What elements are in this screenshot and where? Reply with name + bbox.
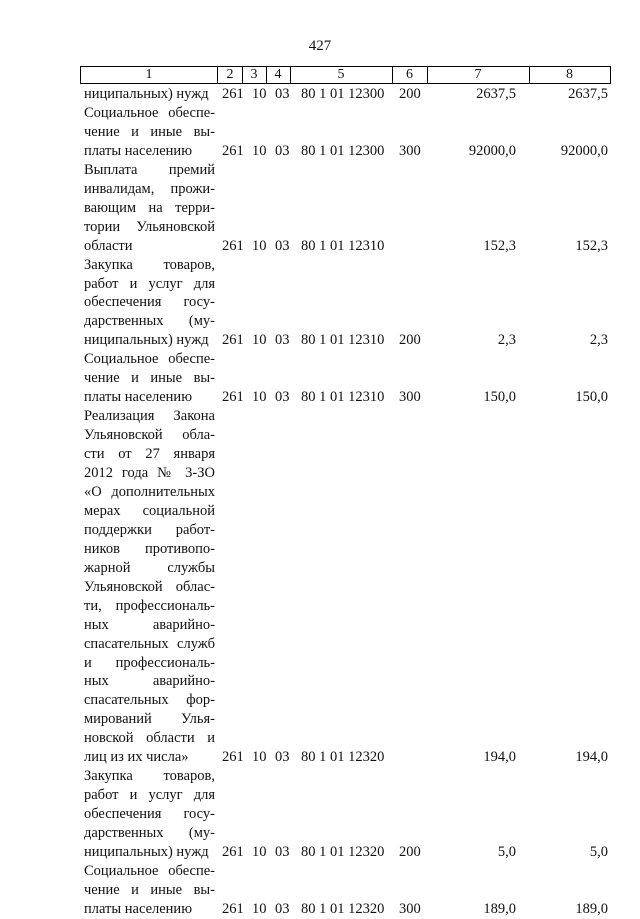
table-cell-c4: 03 — [275, 332, 290, 349]
table-cell-c6: 200 — [399, 86, 421, 102]
row-text-line: обеспечения госу- — [84, 806, 215, 823]
table-cell-c7: 189,0 — [483, 900, 516, 917]
table-cell-c4: 03 — [275, 86, 290, 102]
header-cell-7: 7 — [427, 66, 530, 84]
table-cell-c8: 150,0 — [575, 389, 608, 406]
table-cell-c2: 261 — [222, 142, 244, 159]
row-text-line: Ульяновской облас- — [84, 578, 215, 595]
row-text-line: тории Ульяновской — [84, 218, 215, 235]
row-text-line: ников противопо- — [84, 540, 215, 557]
table-cell-c8: 189,0 — [575, 900, 608, 917]
row-text-line: инвалидам, прожи- — [84, 180, 215, 197]
table-cell-c3: 10 — [252, 389, 267, 406]
table-cell-c3: 10 — [252, 332, 267, 349]
table-cell-c4: 03 — [275, 900, 290, 917]
table-cell-c5: 80 1 01 12320 — [301, 749, 385, 766]
table-cell-c6: 200 — [399, 844, 421, 860]
table-cell-c4: 03 — [275, 844, 290, 860]
table-cell-c2: 261 — [222, 844, 244, 860]
row-text-line: вающим на терри- — [84, 199, 215, 216]
table-cell-c3: 10 — [252, 749, 267, 766]
table-cell-c5: 80 1 01 12310 — [301, 237, 385, 254]
row-text-line: области — [84, 237, 133, 254]
row-text-line: ных аварийно- — [84, 616, 215, 633]
row-text-line: чение и иные вы- — [84, 123, 215, 140]
table-cell-c5: 80 1 01 12300 — [301, 86, 385, 102]
table-cell-c2: 261 — [222, 332, 244, 349]
table-cell-c4: 03 — [275, 749, 290, 766]
row-text-line: ниципальных) нужд — [84, 844, 209, 860]
table-cell-c3: 10 — [252, 844, 267, 860]
row-text-line: ти, профессиональ- — [84, 597, 215, 614]
table-cell-c2: 261 — [222, 900, 244, 917]
header-cell-1: 1 — [80, 66, 218, 84]
table-cell-c5: 80 1 01 12310 — [301, 332, 385, 349]
row-text-line: Закупка товаров, — [84, 768, 215, 785]
row-text-line: дарственных (му- — [84, 313, 215, 330]
row-text-line: жарной службы — [84, 559, 215, 576]
row-text-line: спасательных служб — [84, 635, 215, 652]
header-cell-4: 4 — [266, 66, 291, 84]
row-text-line: мерах социальной — [84, 502, 215, 519]
table-cell-c3: 10 — [252, 900, 267, 917]
table-cell-c4: 03 — [275, 389, 290, 406]
row-text-line: сти от 27 января — [84, 446, 215, 463]
row-text-line: чение и иные вы- — [84, 881, 215, 898]
row-text-line: «О дополнительных — [84, 483, 215, 500]
table-cell-c7: 2,3 — [497, 332, 516, 349]
row-text-line: Реализация Закона — [84, 408, 215, 425]
row-text-line: Закупка товаров, — [84, 256, 215, 273]
table-cell-c6: 300 — [399, 142, 421, 159]
page-number: 427 — [308, 38, 332, 54]
table-cell-c7: 152,3 — [483, 237, 516, 254]
header-cell-6: 6 — [392, 66, 428, 84]
table-cell-c7: 92000,0 — [468, 142, 516, 159]
row-text-line: Социальное обеспе- — [84, 104, 215, 121]
row-text-line: Социальное обеспе- — [84, 351, 215, 368]
row-text-line: Выплата премий — [84, 161, 215, 178]
table-cell-c5: 80 1 01 12320 — [301, 900, 385, 917]
table-cell-c7: 5,0 — [497, 844, 516, 860]
header-cell-3: 3 — [242, 66, 267, 84]
header-cell-8: 8 — [529, 66, 611, 84]
header-cell-5: 5 — [290, 66, 393, 84]
row-text-line: обеспечения госу- — [84, 294, 215, 311]
row-text-line: платы населению — [84, 142, 193, 159]
table-cell-c8: 92000,0 — [560, 142, 608, 159]
table-cell-c3: 10 — [252, 142, 267, 159]
table-cell-c2: 261 — [222, 86, 244, 102]
table-cell-c5: 80 1 01 12310 — [301, 389, 385, 406]
table-cell-c2: 261 — [222, 749, 244, 766]
table-cell-c6: 300 — [399, 389, 421, 406]
row-text-line: спасательных фор- — [84, 692, 215, 709]
table-cell-c8: 194,0 — [575, 749, 608, 766]
row-text-line: Социальное обеспе- — [84, 862, 215, 879]
table-cell-c8: 152,3 — [575, 237, 608, 254]
table-cell-c4: 03 — [275, 142, 290, 159]
row-text-line: работ и услуг для — [84, 275, 215, 292]
row-text-line: ниципальных) нужд — [84, 86, 209, 102]
row-text-line: ниципальных) нужд — [84, 332, 209, 349]
row-text-line: дарственных (му- — [84, 825, 215, 842]
row-text-line: работ и услуг для — [84, 787, 215, 804]
row-text-line: поддержки работ- — [84, 521, 215, 538]
table-cell-c7: 150,0 — [483, 389, 516, 406]
table-cell-c6: 300 — [399, 900, 421, 917]
table-cell-c5: 80 1 01 12320 — [301, 844, 385, 860]
header-cell-2: 2 — [218, 66, 243, 84]
table-cell-c4: 03 — [275, 237, 290, 254]
table-cell-c3: 10 — [252, 237, 267, 254]
row-text-line: новской области и — [84, 730, 215, 747]
row-text-line: чение и иные вы- — [84, 370, 215, 387]
row-text-line: платы населению — [84, 900, 193, 917]
table-cell-c5: 80 1 01 12300 — [301, 142, 385, 159]
row-text-line: мирований Улья- — [84, 711, 215, 728]
table-cell-c2: 261 — [222, 237, 244, 254]
table-cell-c8: 2637,5 — [568, 86, 608, 102]
row-text-line: лиц из их числа» — [84, 749, 189, 766]
table-cell-c2: 261 — [222, 389, 244, 406]
row-text-line: 2012 года № 3-ЗО — [84, 465, 215, 481]
table-cell-c7: 2637,5 — [476, 86, 516, 102]
row-text-line: ных аварийно- — [84, 673, 215, 690]
table-cell-c3: 10 — [252, 86, 267, 102]
table-cell-c7: 194,0 — [483, 749, 516, 766]
table-cell-c6: 200 — [399, 332, 421, 349]
row-text-line: и профессиональ- — [84, 654, 215, 671]
row-text-line: Ульяновской обла- — [84, 427, 215, 444]
table-cell-c8: 2,3 — [589, 332, 608, 349]
row-text-line: платы населению — [84, 389, 193, 406]
table-cell-c8: 5,0 — [589, 844, 608, 860]
